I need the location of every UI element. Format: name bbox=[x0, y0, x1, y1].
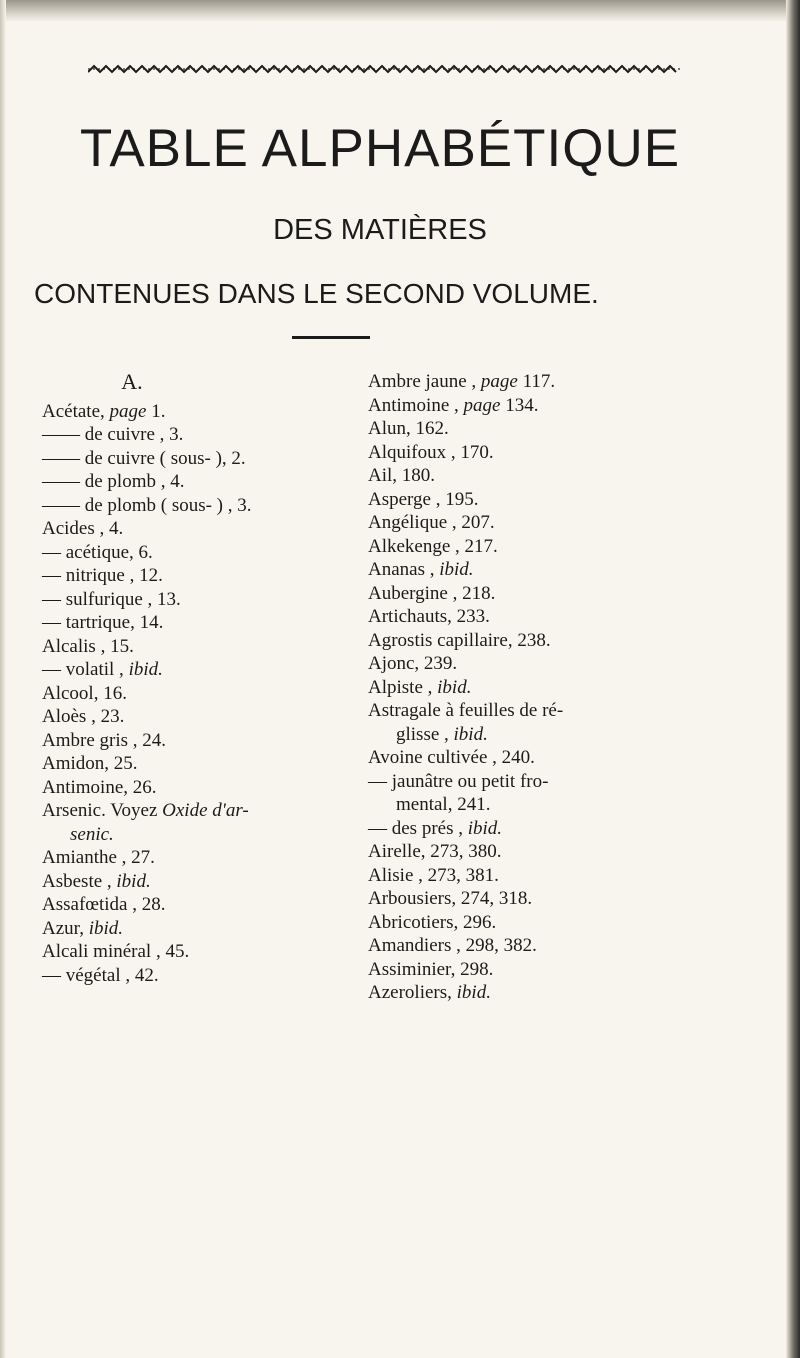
entry-text: Amianthe , 27. bbox=[42, 847, 155, 868]
entry-italic-ref: Oxide d'ar- bbox=[162, 800, 249, 821]
index-entry bbox=[42, 611, 342, 635]
entry-page-ref: 1. bbox=[146, 400, 166, 422]
entry-text: Assiminier, 298. bbox=[368, 958, 494, 980]
entry-text: mental, 241. bbox=[396, 794, 491, 815]
section-letter-heading: A. bbox=[121, 369, 143, 394]
page-left-edge bbox=[0, 0, 6, 1358]
right-entries-list bbox=[368, 370, 668, 1005]
entry-text: Alisie , 273, 381. bbox=[368, 864, 499, 886]
entry-text: —— de plomb , 4. bbox=[42, 471, 185, 492]
index-entry bbox=[368, 370, 668, 394]
index-column-right bbox=[368, 370, 668, 1005]
entry-text: Ail, 180. bbox=[368, 465, 436, 486]
index-entry bbox=[42, 799, 342, 823]
index-entry bbox=[42, 517, 342, 541]
left-entries-list bbox=[42, 400, 342, 988]
index-entry bbox=[42, 870, 342, 894]
entry-text: Acétate bbox=[42, 400, 101, 422]
entry-text: Alcool, 16. bbox=[42, 682, 127, 704]
index-column-left bbox=[42, 370, 342, 987]
index-entry bbox=[42, 846, 342, 870]
entry-italic-ref: page bbox=[109, 400, 147, 422]
entry-text: Ambre gris , 24. bbox=[42, 729, 167, 751]
entry-italic-ref: page bbox=[463, 394, 501, 416]
index-entry bbox=[42, 893, 342, 917]
index-entry bbox=[42, 729, 342, 753]
entry-text: Ambre jaune , bbox=[368, 371, 481, 392]
index-entry bbox=[368, 770, 668, 794]
index-entry bbox=[368, 676, 668, 700]
entry-text: Asbeste , bbox=[42, 870, 117, 892]
index-entry bbox=[42, 682, 342, 706]
page-subtitle: DES MATIÈRES bbox=[273, 214, 487, 246]
entry-text: Alkekenge , 217. bbox=[368, 535, 498, 557]
entry-italic-ref: ibid. bbox=[116, 870, 151, 892]
index-entry bbox=[368, 605, 668, 629]
entry-text: Azur, bbox=[42, 917, 89, 939]
index-entry bbox=[368, 441, 668, 465]
index-entry bbox=[368, 652, 668, 676]
index-entry bbox=[368, 582, 668, 606]
page-subtitle-volume: CONTENUES DANS LE SECOND VOLUME. bbox=[34, 278, 599, 309]
entry-text: glisse , bbox=[396, 723, 454, 745]
index-entry bbox=[368, 417, 668, 441]
index-entry bbox=[42, 658, 342, 682]
index-entry bbox=[42, 776, 342, 800]
entry-text: Agrostis capillaire, 238. bbox=[368, 629, 551, 651]
entry-text: Azeroliers, bbox=[368, 982, 457, 1003]
entry-text: Aloès , 23. bbox=[42, 706, 125, 727]
entry-text: — volatil , bbox=[42, 659, 129, 680]
index-entry bbox=[42, 823, 342, 847]
index-entry bbox=[368, 464, 668, 488]
entry-page-ref: 117. bbox=[517, 371, 556, 392]
decorative-ornament-rule bbox=[88, 62, 680, 76]
index-entry bbox=[368, 723, 668, 747]
index-entry bbox=[368, 934, 668, 958]
entry-italic-ref: senic. bbox=[70, 823, 114, 845]
index-entry bbox=[42, 635, 342, 659]
entry-text: — acétique, 6. bbox=[42, 541, 153, 563]
entry-italic-ref: ibid. bbox=[453, 723, 488, 745]
entry-text: Airelle, 273, 380. bbox=[368, 841, 502, 862]
index-entry bbox=[368, 699, 668, 723]
index-entry bbox=[368, 981, 668, 1005]
entry-text: Alcali minéral , 45. bbox=[42, 941, 190, 962]
index-entry bbox=[42, 541, 342, 565]
index-entry bbox=[42, 400, 342, 424]
entry-text: — nitrique , 12. bbox=[42, 565, 163, 586]
index-entry bbox=[42, 423, 342, 447]
entry-text: —— de plomb ( sous- ) , 3. bbox=[42, 494, 252, 516]
entry-text: Abricotiers, 296. bbox=[368, 911, 497, 933]
entry-text: Astragale à feuilles de ré- bbox=[368, 700, 564, 721]
entry-text: Acides , 4. bbox=[42, 518, 124, 539]
index-entry bbox=[42, 564, 342, 588]
entry-text: — sulfurique , 13. bbox=[42, 588, 181, 610]
entry-text: Amidon, 25. bbox=[42, 753, 138, 774]
entry-text: Antimoine, 26. bbox=[42, 776, 157, 798]
index-entry bbox=[368, 958, 668, 982]
index-entry bbox=[368, 394, 668, 418]
index-entry bbox=[368, 746, 668, 770]
entry-text: — tartrique, 14. bbox=[42, 612, 164, 633]
entry-text: Assafœtida , 28. bbox=[42, 894, 166, 915]
title-divider-rule bbox=[292, 336, 370, 339]
entry-italic-ref: page bbox=[480, 371, 518, 392]
index-entry bbox=[42, 470, 342, 494]
index-entry bbox=[368, 488, 668, 512]
entry-text: Alun, 162. bbox=[368, 418, 449, 439]
entry-text: —— de cuivre ( sous- ), 2. bbox=[42, 447, 246, 469]
entry-text: Alcalis , 15. bbox=[42, 635, 134, 657]
entry-italic-ref: ibid. bbox=[467, 817, 503, 839]
entry-text: Arbousiers, 274, 318. bbox=[368, 888, 533, 909]
entry-text: Amandiers , 298, 382. bbox=[368, 935, 537, 956]
entry-text: Alquifoux , 170. bbox=[368, 441, 494, 463]
entry-text: Aubergine , 218. bbox=[368, 582, 496, 604]
index-entry bbox=[368, 793, 668, 817]
entry-italic-ref: ibid. bbox=[128, 659, 163, 680]
entry-text: Arsenic. Voyez bbox=[42, 800, 163, 821]
entry-text: Ananas , bbox=[368, 559, 440, 580]
index-entry bbox=[42, 494, 342, 518]
entry-text: Artichauts, 233. bbox=[368, 606, 490, 627]
entry-text: Avoine cultivée , 240. bbox=[368, 747, 535, 768]
index-entry bbox=[368, 911, 668, 935]
entry-italic-ref: ibid. bbox=[437, 676, 472, 698]
index-entry bbox=[42, 917, 342, 941]
entry-page-ref: 134. bbox=[500, 394, 539, 416]
entry-italic-ref: ibid. bbox=[456, 982, 491, 1003]
entry-text: Asperge , 195. bbox=[368, 488, 479, 510]
entry-text: — des prés , bbox=[368, 817, 468, 839]
index-entry bbox=[42, 705, 342, 729]
index-entry bbox=[42, 447, 342, 471]
index-entry bbox=[42, 588, 342, 612]
entry-text: Alpiste , bbox=[368, 676, 438, 698]
index-entry bbox=[368, 817, 668, 841]
entry-italic-ref: ibid. bbox=[88, 917, 124, 939]
index-entry bbox=[368, 629, 668, 653]
entry-text: — végétal , 42. bbox=[42, 964, 159, 986]
index-entry bbox=[368, 840, 668, 864]
page-top-shadow bbox=[0, 0, 800, 22]
entry-text: Ajonc, 239. bbox=[368, 653, 458, 674]
page-title: TABLE ALPHABÉTIQUE bbox=[79, 119, 681, 178]
index-entry bbox=[368, 558, 668, 582]
index-entry bbox=[42, 752, 342, 776]
entry-text: — jaunâtre ou petit fro- bbox=[368, 770, 549, 792]
index-entry bbox=[368, 535, 668, 559]
index-entry bbox=[368, 887, 668, 911]
entry-text: —— de cuivre , 3. bbox=[42, 424, 184, 445]
index-entry bbox=[368, 864, 668, 888]
index-entry bbox=[42, 940, 342, 964]
entry-text: Antimoine , bbox=[368, 394, 464, 416]
entry-separator: , bbox=[100, 400, 110, 422]
index-entry bbox=[42, 964, 342, 988]
entry-italic-ref: ibid. bbox=[439, 559, 474, 580]
entry-text: Angélique , 207. bbox=[368, 512, 495, 533]
page-right-edge bbox=[786, 0, 800, 1358]
index-entry bbox=[368, 511, 668, 535]
